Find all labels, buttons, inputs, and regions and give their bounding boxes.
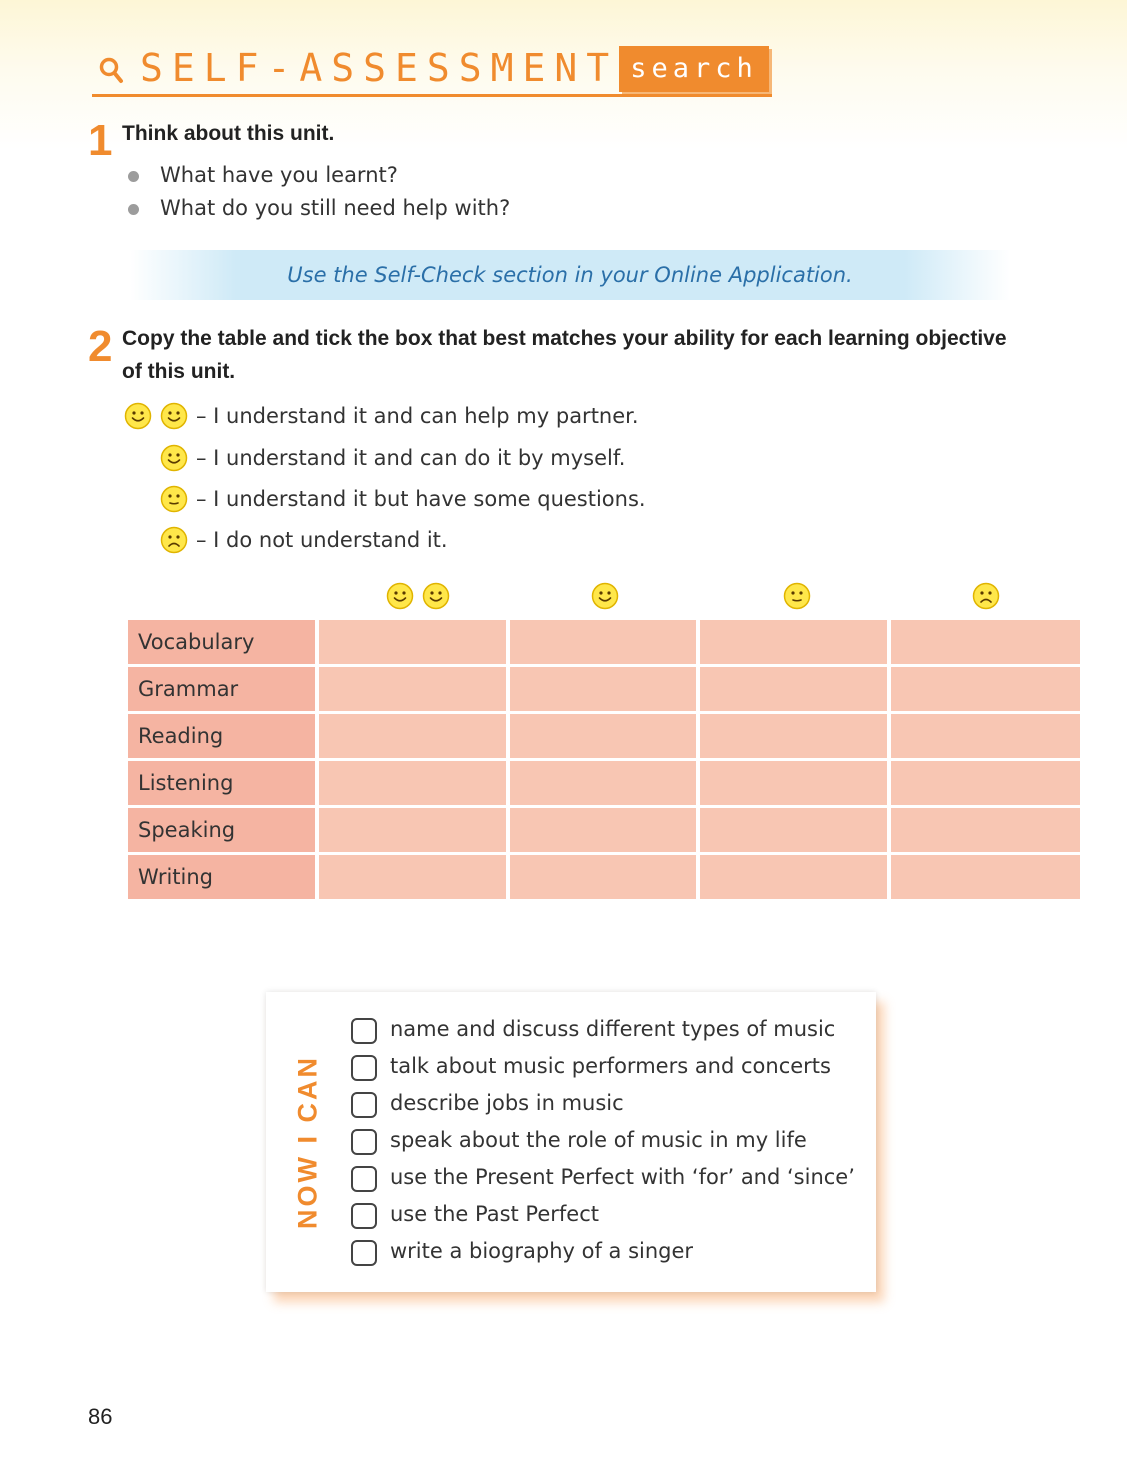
table-cell[interactable] bbox=[700, 620, 887, 664]
sad-face-icon bbox=[160, 526, 188, 554]
table-cell[interactable] bbox=[510, 714, 696, 758]
checklist-item: talk about music performers and concerts bbox=[390, 1054, 831, 1078]
table-cell[interactable] bbox=[891, 667, 1080, 711]
checklist-item: write a biography of a singer bbox=[390, 1239, 694, 1263]
smiley-icon bbox=[160, 444, 188, 472]
online-app-banner: Use the Self-Check section in your Online Application. bbox=[130, 250, 1010, 300]
key-item: – I understand it but have some questions. bbox=[196, 487, 646, 511]
row-label: Reading bbox=[138, 724, 224, 748]
table-row bbox=[128, 667, 1080, 711]
bullet-item: What do you still need help with? bbox=[160, 196, 511, 220]
key-item: – I understand it and can help my partner. bbox=[196, 404, 639, 428]
smiley-icon bbox=[422, 582, 450, 610]
table-cell[interactable] bbox=[891, 855, 1080, 899]
checkbox[interactable] bbox=[351, 1129, 377, 1155]
section-1-number: 1 bbox=[88, 116, 113, 165]
row-label: Vocabulary bbox=[138, 630, 255, 654]
table-cell[interactable] bbox=[319, 667, 506, 711]
table-cell[interactable] bbox=[700, 855, 887, 899]
table-row bbox=[128, 855, 1080, 899]
smiley-icon bbox=[591, 582, 619, 610]
page-title: SELF-ASSESSMENT bbox=[140, 46, 619, 90]
bullet-item: What have you learnt? bbox=[160, 163, 398, 187]
section-2-heading-line1: Copy the table and tick the box that best matches your ability for each learning objective bbox=[122, 327, 1007, 350]
table-cell[interactable] bbox=[319, 620, 506, 664]
table-cell[interactable] bbox=[510, 761, 696, 805]
table-row bbox=[128, 808, 1080, 852]
section-2-number: 2 bbox=[88, 322, 113, 371]
page-number: 86 bbox=[88, 1404, 113, 1429]
checklist-item: name and discuss different types of music bbox=[390, 1017, 836, 1041]
table-cell[interactable] bbox=[891, 761, 1080, 805]
checklist-item: use the Present Perfect with ‘for’ and ‘since’ bbox=[390, 1165, 855, 1189]
table-cell[interactable] bbox=[891, 808, 1080, 852]
row-label: Writing bbox=[138, 865, 213, 889]
row-label: Grammar bbox=[138, 677, 239, 701]
table-cell[interactable] bbox=[700, 714, 887, 758]
key-item: – I do not understand it. bbox=[196, 528, 448, 552]
checkbox[interactable] bbox=[351, 1055, 377, 1081]
checkbox[interactable] bbox=[351, 1092, 377, 1118]
table-cell[interactable] bbox=[319, 714, 506, 758]
checklist-item: speak about the role of music in my life bbox=[390, 1128, 807, 1152]
table-cell[interactable] bbox=[700, 667, 887, 711]
checkbox[interactable] bbox=[351, 1166, 377, 1192]
table-cell[interactable] bbox=[891, 620, 1080, 664]
search-badge: search bbox=[619, 46, 769, 92]
table-cell[interactable] bbox=[510, 808, 696, 852]
table-cell[interactable] bbox=[510, 667, 696, 711]
smiley-icon bbox=[124, 402, 152, 430]
section-2-heading-line2: of this unit. bbox=[122, 360, 236, 383]
table-row bbox=[128, 761, 1080, 805]
table-cell[interactable] bbox=[319, 761, 506, 805]
bullet-icon bbox=[128, 204, 139, 215]
checkbox[interactable] bbox=[351, 1018, 377, 1044]
magnifier-icon bbox=[98, 56, 124, 84]
header-underline bbox=[92, 94, 772, 97]
key-item: – I understand it and can do it by myself. bbox=[196, 446, 626, 470]
section-header bbox=[92, 44, 772, 98]
table-cell[interactable] bbox=[319, 855, 506, 899]
neutral-face-icon bbox=[160, 485, 188, 513]
smiley-icon bbox=[386, 582, 414, 610]
row-label: Speaking bbox=[138, 818, 236, 842]
table-cell[interactable] bbox=[891, 714, 1080, 758]
table-cell[interactable] bbox=[319, 808, 506, 852]
checkbox[interactable] bbox=[351, 1240, 377, 1266]
checkbox[interactable] bbox=[351, 1203, 377, 1229]
now-i-can-box bbox=[266, 992, 876, 1292]
checklist-item: describe jobs in music bbox=[390, 1091, 624, 1115]
table-row bbox=[128, 714, 1080, 758]
checklist-item: use the Past Perfect bbox=[390, 1202, 599, 1226]
table-cell[interactable] bbox=[510, 855, 696, 899]
smiley-icon bbox=[160, 402, 188, 430]
bullet-icon bbox=[128, 171, 139, 182]
table-cell[interactable] bbox=[700, 761, 887, 805]
neutral-face-icon bbox=[783, 582, 811, 610]
section-1-heading: Think about this unit. bbox=[122, 122, 335, 145]
sad-face-icon bbox=[972, 582, 1000, 610]
row-label: Listening bbox=[138, 771, 234, 795]
now-i-can-title: NOW I CAN bbox=[292, 1055, 323, 1229]
table-cell[interactable] bbox=[510, 620, 696, 664]
table-cell[interactable] bbox=[700, 808, 887, 852]
table-row bbox=[128, 620, 1080, 664]
